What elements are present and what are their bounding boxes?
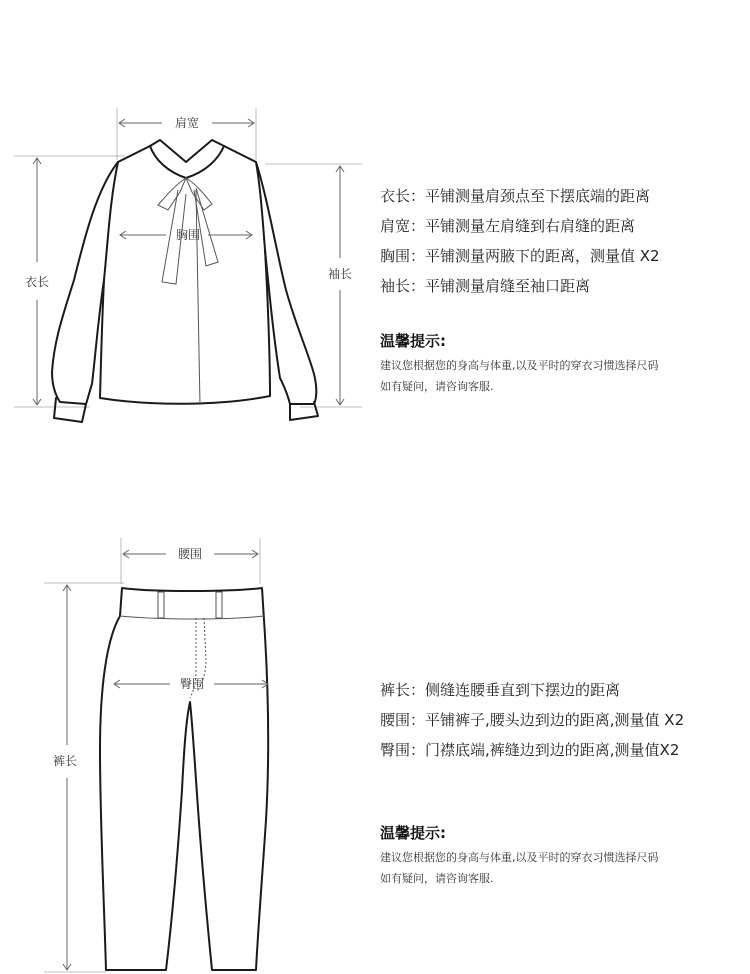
sleeve-length-label: 袖长 <box>327 267 353 281</box>
pants-tips <box>380 822 659 889</box>
waist-label: 腰围 <box>177 547 203 561</box>
shirt-length-dimension <box>14 156 125 407</box>
pants-outline <box>100 588 268 970</box>
pants-tips-title: 温馨提示: <box>380 824 446 842</box>
waist-dimension <box>121 538 260 584</box>
shirt-measurement-list <box>380 181 660 301</box>
waist-description: 腰围：平铺裤子,腰头边到边的距离,测量值 X2 <box>380 711 685 729</box>
shoulder-width-label: 肩宽 <box>174 116 200 130</box>
chest-dimension <box>120 227 252 242</box>
shoulder-width-description: 肩宽：平铺测量左肩缝到右肩缝的距离 <box>380 217 636 235</box>
hip-dimension <box>114 677 268 691</box>
pants-length-label: 裤长 <box>52 754 78 768</box>
pants-length-dimension <box>44 583 124 972</box>
chest-label: 胸围 <box>175 228 201 242</box>
shirt-outline <box>52 140 318 422</box>
shirt-tips-line1: 建议您根据您的身高与体重,以及平时的穿衣习惯选择尺码 <box>380 359 659 372</box>
shirt-tips <box>380 330 659 397</box>
chest-description: 胸围：平铺测量两腋下的距离，测量值 X2 <box>380 247 660 265</box>
shirt-tips-line2: 如有疑问，请咨询客服. <box>380 380 494 393</box>
shirt-length-description: 衣长：平铺测量肩颈点至下摆底端的距离 <box>380 187 651 205</box>
hip-label: 臀围 <box>179 677 205 691</box>
pants-tips-line1: 建议您根据您的身高与体重,以及平时的穿衣习惯选择尺码 <box>380 851 659 864</box>
hip-description: 臀围：门襟底端,裤缝边到边的距离,测量值X2 <box>380 741 680 759</box>
pants-length-description: 裤长：侧缝连腰垂直到下摆边的距离 <box>380 681 621 699</box>
sleeve-length-description: 袖长：平铺测量肩缝至袖口距离 <box>380 277 591 295</box>
pants-measurement-list <box>380 675 684 765</box>
shirt-length-label: 衣长 <box>24 275 50 289</box>
pants-tips-line2: 如有疑问，请咨询客服. <box>380 872 494 885</box>
shirt-tips-title: 温馨提示: <box>380 332 446 350</box>
